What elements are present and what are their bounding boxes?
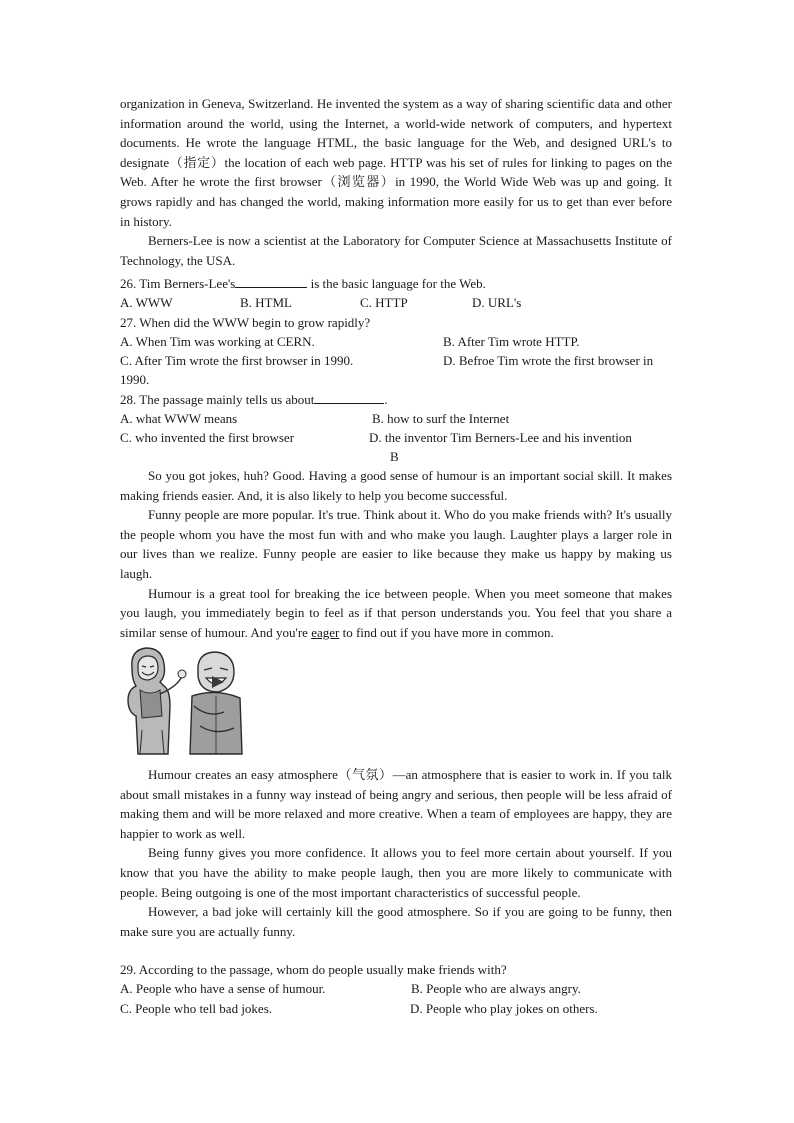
passage-b-paragraph-6: However, a bad joke will certainly kill the good atmosphere. So if you are going to be funny, then make sure you are actually funny. [120,904,672,939]
question-26-option-c: C. HTTP [360,295,408,310]
question-28-stem-start: 28. The passage mainly tells us about [120,392,315,407]
question-26-option-a: A. WWW [120,295,173,310]
question-26-stem-end: is the basic language for the Web. [310,276,486,291]
question-27-stem: 27. When did the WWW begin to grow rapidly? [120,315,371,330]
passage-a-paragraph-2: Berners-Lee is now a scientist at the Laboratory for Computer Science at Massachusetts Institute of Technology, the USA. [120,233,672,268]
question-29-option-d: D. People who play jokes on others. [410,1001,598,1016]
question-27-option-d-continued: 1990. [120,372,150,387]
paragraph-3-text-end: to find out if you have more in common. [342,624,554,640]
underlined-word-eager: eager [311,624,340,640]
question-26-option-d: D. URL's [472,295,522,310]
question-29-option-c: C. People who tell bad jokes. [120,1001,273,1016]
question-28-option-c: C. who invented the first browser [120,430,295,445]
question-27-option-b: B. After Tim wrote HTTP. [443,334,580,349]
question-27-option-d: D. Befroe Tim wrote the first browser in [443,353,654,368]
question-28-option-a: A. what WWW means [120,411,238,426]
question-28-option-b: B. how to surf the Internet [372,411,510,426]
answer-blank [235,274,307,288]
question-28-stem [120,390,680,409]
question-27-option-c: C. After Tim wrote the first browser in 1990. [120,353,354,368]
passage-b-paragraph-5: Being funny gives you more confidence. It allows you to feel more certain about yourself. If you know that you have the ability to make people laugh, then you are more likely to communicate with people. Being outgoing is one of the most important characteristics of successful people. [120,845,672,900]
passage-a-paragraph-1: organization in Geneva, Switzerland. He invented the system as a way of sharing scientific data and other information around the world, using the Internet, a world-wide network of computers, and hypertext documents. He wrote the language HTML, the basic language for the Web, and designed URL's to designate（指定）the location of each web page. HTTP was his set of rules for linking to pages on the Web. After he wrote the first browser（浏览器）in 1990, the World Wide Web was up and going. It grows rapidly and has changed the world, making information more easily for us to get than ever before in history. [120,96,672,229]
question-29-option-a: A. People who have a sense of humour. [120,981,326,996]
passage-b-top [120,466,672,642]
paragraph-3-text-start: Humour is a great tool for breaking the ice between people. When you meet someone that makes you laugh, you immediately begin to feel as if that person understands you. You feel that you share a similar sense of humour. And you're [120,585,672,640]
question-26-option-b: B. HTML [240,295,292,310]
passage-b-paragraph-1: So you got jokes, huh? Good. Having a good sense of humour is an important social skill. It makes making friends easier. And, it is also likely to help you become successful. [120,468,672,503]
laughing-people-illustration [120,646,246,756]
question-28-option-d: D. the inventor Tim Berners-Lee and his invention [369,430,632,445]
question-29-option-b: B. People who are always angry. [411,981,581,996]
passage-b-paragraph-2: Funny people are more popular. It's true. Think about it. Who do you make friends with? It's usually the people whom you have the most fun with and who make you laugh. Laughter plays a larger role in our lives than we realize. Funny people are easier to like because they make us happy by making us laugh. [120,507,672,581]
question-26-stem [120,274,680,293]
passage-a [120,94,672,270]
answer-blank [314,390,384,404]
passage-b-paragraph-3 [120,584,672,643]
question-26-stem-start: 26. Tim Berners-Lee's [120,276,236,291]
passage-b-bottom [120,765,672,941]
passage-b-paragraph-4: Humour creates an easy atmosphere（气氛）—an atmosphere that is easier to work in. If you talk about small mistakes in a funny way instead of being angry and serious, then people will be less afraid of making them and will be more relaxed and more creative. When a team of employees are happy, they are happier to work as well. [120,767,672,841]
question-29-stem: 29. According to the passage, whom do people usually make friends with? [120,962,507,977]
question-27-option-a: A. When Tim was working at CERN. [120,334,315,349]
section-b-heading: B [390,449,399,464]
question-28-stem-end: . [384,392,388,407]
